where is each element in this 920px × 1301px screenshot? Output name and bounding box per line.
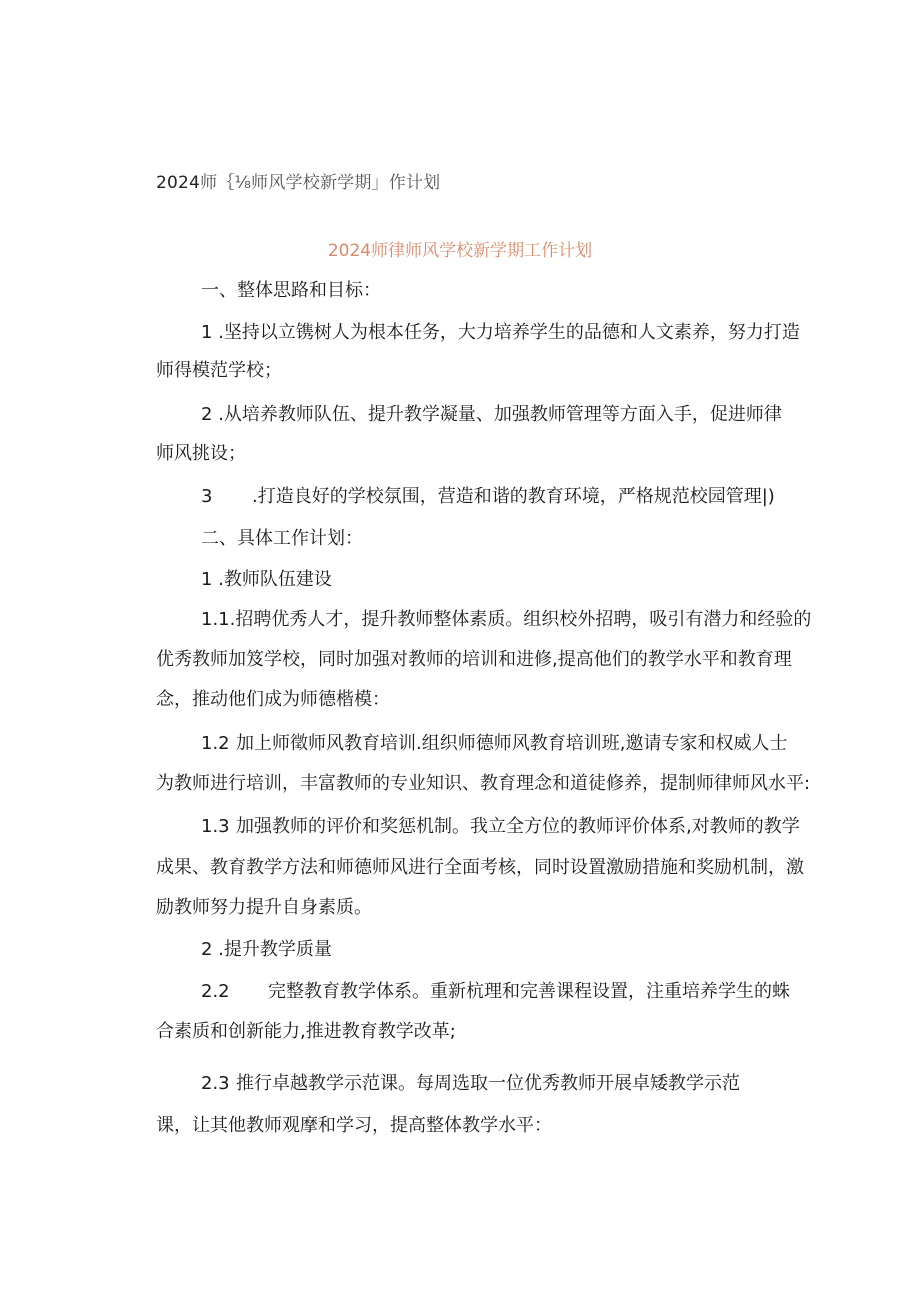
paragraph-line: 加上师徵师风教育培训.组织师德师风教育培训班,邀请专家和权威人士 <box>236 733 788 754</box>
document-title: 2024师律师风学校新学期工作计划 <box>327 241 593 261</box>
paragraph-line: 加强教师的评价和奖惩机制。我立全方位的教师评价体系,对教师的教学 <box>236 816 800 837</box>
item-number: 1.3 <box>201 816 230 837</box>
document-header <box>156 168 440 193</box>
paragraph-line: 推行卓越教学示范课。每周选取一位优秀教师开展卓矮教学示范 <box>236 1073 740 1094</box>
paragraph-line: 成果、教育教学方法和师德师风进行全面考核，同时设置激励措施和奖励机制，激 <box>156 857 804 878</box>
item-number: 2.2 <box>201 981 230 1002</box>
paragraph-line: 为教师进行培训，丰富教师的专业知识、教育理念和道徒修养，提制师律师风水平: <box>156 773 811 794</box>
paragraph-line: 课，让其他教师观摩和学习，提高整体教学水平： <box>156 1115 552 1136</box>
item-number: 2.3 <box>201 1073 230 1094</box>
item-number: 3 <box>201 486 213 507</box>
paragraph-line: 1.1.招聘优秀人才，提升教师整体素质。组织校外招聘，吸引有潜力和经验的 <box>201 609 812 630</box>
paragraph-line: 2 .从培养教师队伍、提升教学凝量、加强教师管理等方面入手，促进师律 <box>201 404 782 425</box>
paragraph-line: 优秀教师加笈学校，同时加强对教师的培训和进修,提高他们的教学水平和教育理 <box>156 649 792 670</box>
paragraph-line: 合素质和创新能力,推进教育教学改革; <box>156 1021 456 1042</box>
paragraph-line: .打造良好的学校氛围，营造和谐的教育环境，严格规范校园管理|) <box>252 486 775 507</box>
header-text: 师｛⅛师风学校新学期」作计划 <box>200 173 441 193</box>
paragraph-line: 师得模范学校； <box>156 360 282 381</box>
item-number: 1.2 <box>201 733 230 754</box>
section-heading-2: 二、具体工作计划： <box>201 528 363 549</box>
subsection-heading: 1 .教师队伍建设 <box>201 569 332 590</box>
paragraph-line: 师风挑设； <box>156 443 246 464</box>
paragraph-line: 励教师努力提升自身素质。 <box>156 897 372 918</box>
header-year: 2024 <box>156 173 201 193</box>
section-heading-1: 一、整体思路和目标： <box>201 280 381 301</box>
paragraph-line: 完整教育教学体系。重新杭理和完善课程设置，注重培养学生的蛛 <box>268 981 790 1002</box>
paragraph-line: 念，推动他们成为师德楷模： <box>156 689 390 710</box>
paragraph-line: 1 .坚持以立镌树人为根本任务，大力培养学生的品德和人文素养，努力打造 <box>201 322 800 343</box>
subsection-heading: 2 .提升教学质量 <box>201 939 332 960</box>
